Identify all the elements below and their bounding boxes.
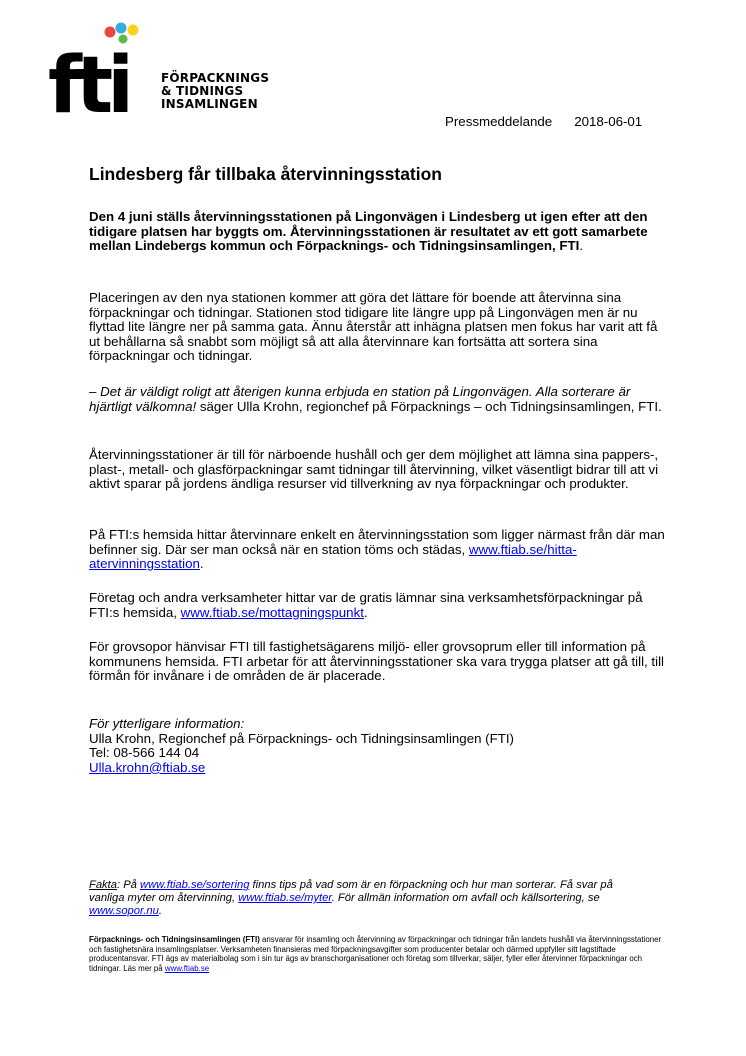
lead-paragraph (89, 210, 667, 254)
paragraph-5-end: . (363, 604, 368, 620)
sopor-link[interactable]: www.sopor.nu (89, 905, 159, 917)
logo-dot-red (105, 27, 116, 38)
sortering-link[interactable]: www.ftiab.se/sortering (140, 879, 250, 891)
paragraph-3: Återvinningsstationer är till för närboende hushåll och ger dem möjlighet att lämna sina pappers-, plast-, metall- och glasförpackningar samt tidningar till återvinning, vilket väsentligt bidrar till att vi aktivt sparar på jordens ändliga resurser vid tillverkning av nya förpackningar och produkter. (89, 447, 659, 492)
press-header (445, 114, 642, 129)
paragraph-4-end: . (199, 556, 204, 572)
fti-logo (48, 22, 288, 122)
paragraph-1: Placeringen av den nya stationen kommer att göra det lättare för boende att återvinna sina förpackningar och tidningar. Stationen stod tidigare lite längre upp på Lingonvägen men är nu flyttad lite längre ner på samma gata. Ännu återstår att inhägna platsen men fokus har varit att få ut behållarna så snabbt som möjligt så att alla återvinnare kan fortsätta att sortera sina förpackningar och tidningar. (89, 290, 658, 364)
lead-text: Den 4 juni ställs återvinningsstationen på Lingonvägen i Lindesberg ut igen efter att den tidigare platsen har byggts om. Återvinningsstationen är resultatet av ett gott samarbete mellan Lindebergs kommun och Förpacknings- och Tidningsinsamlingen, FTI (89, 209, 648, 254)
paragraph-5-text: Företag och andra verksamheter hittar var de gratis lämnar sina verksamhetsförpackningar på FTI:s hemsida, (89, 590, 643, 620)
myter-link[interactable]: www.ftiab.se/myter (238, 892, 332, 904)
contact-block (89, 717, 667, 775)
lead-end: . (579, 238, 584, 254)
quote-rest: säger Ulla Krohn, regionchef på Förpacknings – och Tidningsinsamlingen, FTI. (196, 398, 662, 414)
logo-dot-yellow (128, 25, 139, 36)
contact-heading: För ytterligare information: (89, 716, 245, 731)
logo-line-2: & TIDNINGS (161, 84, 244, 98)
logo-wordmark (161, 72, 269, 111)
fakta-text-2: finns tips på vad som är en förpackning och hur man sorterar. Få svar på vanliga myter om återvinning, (89, 879, 613, 904)
logo-line-3: INSAMLINGEN (161, 97, 258, 111)
paragraph-6: För grovsopor hänvisar FTI till fastighetsägarens miljö- eller grovsoprum eller till information på kommunens hemsida. FTI arbetar för att återvinningsstationer ska vara trygga platser att gå till, till förmån för invånare i de områden de är placerade. (89, 639, 664, 684)
paragraph-5 (89, 591, 667, 620)
hitta-station-link[interactable]: www.ftiab.se/hitta-atervinningsstation (89, 541, 577, 572)
ftiab-link[interactable]: www.ftiab.se (164, 963, 210, 973)
press-date: 2018-06-01 (574, 114, 643, 129)
footer-text: ansvarar för insamling och återvinning av förpackningar och tidningar från landets hushåll via återvinningsstationer och fastighetsnära insamlingsplatser. Verksamheten finansieras med förpackningsavgifter som producenter betalar och därmed uppfyller sitt lagstiftade producentansvar. FTI ägs av materialbolag som i sin tur ägs av branschorganisationer och företag som tillverkar, säljer, fyller eller återvinner förpackningar och tidningar. Läs mer på (89, 935, 662, 973)
mottagningspunkt-link[interactable]: www.ftiab.se/mottagningspunkt (180, 604, 364, 620)
footer-about (89, 935, 664, 973)
paragraph-4-text: På FTI:s hemsida hittar återvinnare enkelt en återvinningsstation som ligger närmast från där man befinner sig. Där ser man också när en station töms och städas, (89, 527, 665, 557)
fakta-text-1: : På (116, 879, 140, 891)
contact-email-link[interactable]: Ulla.krohn@ftiab.se (89, 759, 206, 775)
fakta-text-3: . För allmän information om avfall och källsortering, se (331, 892, 600, 904)
fakta-text-4: . (158, 905, 162, 917)
logo-line-1: FÖRPACKNINGS (161, 71, 270, 85)
fakta-note (89, 879, 649, 918)
quote-paragraph (89, 385, 667, 414)
footer-org-name: Förpacknings- och Tidningsinsamlingen (FTI) (89, 935, 260, 944)
paragraph-4 (89, 528, 667, 572)
doc-type: Pressmeddelande (445, 114, 553, 129)
contact-name: Ulla Krohn, Regionchef på Förpacknings- och Tidningsinsamlingen (FTI) (89, 730, 514, 746)
fakta-label: Fakta (89, 879, 117, 891)
logo-dot-blue (116, 23, 127, 34)
contact-tel: Tel: 08-566 144 04 (89, 745, 200, 761)
logo-letters: fti (48, 41, 128, 122)
page-title: Lindesberg får tillbaka återvinningsstation (89, 164, 442, 184)
quote-italic: – Det är väldigt roligt att återigen kunna erbjuda en station på Lingonvägen. Alla sorterare är hjärtligt välkomna! (89, 384, 631, 414)
fti-logo-mark (48, 22, 168, 122)
